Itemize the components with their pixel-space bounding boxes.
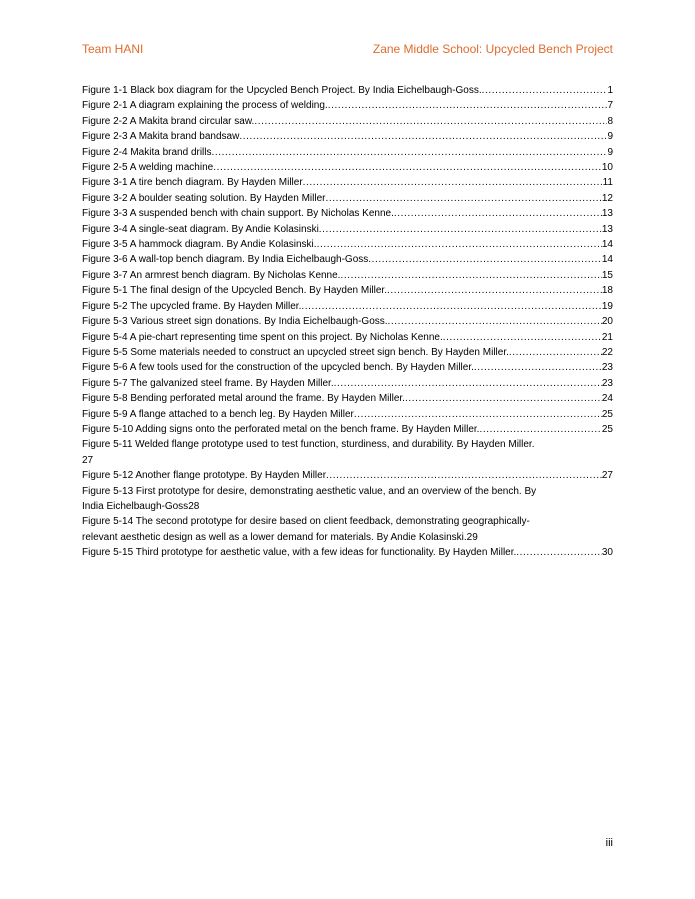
toc-entry[interactable]: [82, 299, 613, 314]
toc-entry-page: 30: [601, 547, 613, 559]
toc-entry-page: 11: [602, 177, 613, 189]
toc-entry[interactable]: [82, 545, 613, 560]
toc-entry-page: 27: [82, 454, 94, 466]
dot-leader: [354, 407, 602, 422]
toc-entry-text: Figure 5-2 The upcycled frame. By Hayden Miller.: [82, 300, 302, 312]
toc-entry-text: Figure 5-5 Some materials needed to construct an upcycled street sign bench. By Hayden Miller.: [82, 346, 509, 358]
toc-entry[interactable]: [82, 160, 613, 175]
toc-entry-page: 28: [188, 500, 200, 512]
toc-entry-text: Figure 5-12 Another flange prototype. By Hayden Miller: [82, 470, 327, 482]
dot-leader: [239, 129, 607, 144]
toc-entry-text-continued: relevant aesthetic design as well as a lower demand for materials. By Andie Kolasinski.: [82, 531, 467, 543]
toc-entry-text: Figure 5-9 A flange attached to a bench leg. By Hayden Miller: [82, 408, 354, 420]
toc-entry-text: Figure 3-7 An armrest bench diagram. By Nicholas Kenne.: [82, 269, 341, 281]
dot-leader: [474, 360, 602, 375]
toc-entry-page: 8: [607, 115, 613, 127]
toc-entry[interactable]: [82, 222, 613, 237]
toc-entry-text: Figure 2-5 A welding machine: [82, 162, 214, 174]
toc-entry-text: Figure 5-14 The second prototype for desire based on client feedback, demonstrating geographically-: [82, 516, 530, 528]
dot-leader: [319, 222, 602, 237]
toc-entry-text: Figure 2-1 A diagram explaining the process of welding.: [82, 100, 328, 112]
toc-entry-text: Figure 5-11 Welded flange prototype used to test function, sturdiness, and durability. By Hayden Miller.: [82, 439, 535, 451]
toc-entry-page: 23: [601, 362, 613, 374]
toc-entry[interactable]: [82, 468, 613, 483]
toc-entry[interactable]: [82, 83, 613, 98]
toc-entry-page: 22: [601, 346, 613, 358]
toc-entry[interactable]: [82, 422, 613, 437]
toc-entry[interactable]: [82, 345, 613, 360]
toc-entry[interactable]: [82, 191, 613, 206]
toc-entry-text: Figure 5-3 Various street sign donations. By India Eichelbaugh-Goss.: [82, 316, 388, 328]
toc-entry[interactable]: [82, 437, 613, 468]
toc-entry[interactable]: [82, 237, 613, 252]
toc-entry-page: 19: [601, 300, 613, 312]
dot-leader: [368, 252, 602, 267]
dot-leader: [303, 175, 603, 190]
toc-entry-page: 15: [601, 269, 613, 281]
toc-entry-text: Figure 3-5 A hammock diagram. By Andie Kolasinski.: [82, 239, 317, 251]
toc-entry[interactable]: [82, 145, 613, 160]
toc-entry[interactable]: [82, 129, 613, 144]
toc-entry-page: 27: [601, 470, 613, 482]
dot-leader: [388, 314, 602, 329]
dot-leader: [387, 283, 602, 298]
toc-entry[interactable]: [82, 514, 613, 545]
dot-leader: [516, 545, 602, 560]
toc-entry[interactable]: [82, 330, 613, 345]
dot-leader: [479, 422, 601, 437]
toc-entry-page: 25: [601, 423, 613, 435]
dot-leader: [213, 160, 602, 175]
dot-leader: [317, 237, 602, 252]
toc-entry-page: 9: [607, 146, 613, 158]
dot-leader: [482, 83, 608, 98]
toc-entry-page: 29: [466, 531, 478, 543]
toc-entry-page: 14: [601, 254, 613, 266]
toc-entry-text: Figure 5-6 A few tools used for the construction of the upcycled bench. By Hayden Miller.: [82, 362, 474, 374]
toc-entry-text: Figure 3-3 A suspended bench with chain support. By Nicholas Kenne.: [82, 208, 394, 220]
dot-leader: [334, 376, 602, 391]
toc-entry-text: Figure 2-4 Makita brand drills: [82, 146, 212, 158]
toc-entry-text: Figure 3-6 A wall-top bench diagram. By India Eichelbaugh-Goss: [82, 254, 369, 266]
toc-entry-text: Figure 1-1 Black box diagram for the Upcycled Bench Project. By India Eichelbaugh-Goss.: [82, 85, 482, 96]
toc-entry-text: Figure 3-4 A single-seat diagram. By Andie Kolasinski: [82, 223, 319, 235]
table-of-figures: [82, 83, 613, 561]
toc-entry[interactable]: [82, 391, 613, 406]
toc-entry[interactable]: [82, 114, 613, 129]
toc-entry-page: 13: [601, 223, 613, 235]
toc-entry-text: Figure 5-13 First prototype for desire, demonstrating aesthetic value, and an overview of the bench. By: [82, 485, 537, 497]
toc-entry-page: 12: [601, 192, 613, 204]
toc-entry-page: 23: [601, 377, 613, 389]
toc-entry-page: 18: [601, 285, 613, 297]
toc-entry-text: Figure 5-7 The galvanized steel frame. By Hayden Miller.: [82, 377, 334, 389]
toc-entry[interactable]: [82, 268, 613, 283]
toc-entry-text: Figure 2-3 A Makita brand bandsaw: [82, 131, 240, 143]
toc-entry-page: 9: [607, 131, 613, 143]
toc-entry[interactable]: [82, 206, 613, 221]
dot-leader: [254, 114, 607, 129]
toc-entry-page: 14: [601, 239, 613, 251]
toc-entry-text: Figure 5-4 A pie-chart representing time spent on this project. By Nicholas Kenne.: [82, 331, 443, 343]
toc-entry-text: Figure 5-8 Bending perforated metal around the frame. By Hayden Miller.: [82, 393, 405, 405]
toc-entry[interactable]: [82, 98, 613, 113]
dot-leader: [325, 191, 601, 206]
toc-entry-page: 21: [601, 331, 613, 343]
toc-entry-page: 10: [601, 162, 613, 174]
toc-entry[interactable]: [82, 314, 613, 329]
toc-entry-page: 1: [607, 85, 613, 96]
toc-entry-text: Figure 5-15 Third prototype for aesthetic value, with a few ideas for functionality. By Hayden Miller.: [82, 547, 517, 559]
dot-leader: [326, 468, 602, 483]
toc-entry-text: Figure 3-1 A tire bench diagram. By Hayden Miller: [82, 177, 303, 189]
toc-entry-text-continued: India Eichelbaugh-Goss: [82, 500, 189, 512]
dot-leader: [394, 206, 602, 221]
dot-leader: [301, 299, 602, 314]
toc-entry-page: 24: [601, 393, 613, 405]
toc-entry[interactable]: [82, 252, 613, 267]
toc-entry-text: Figure 2-2 A Makita brand circular saw.: [82, 115, 255, 127]
toc-entry-text: Figure 5-1 The final design of the Upcycled Bench. By Hayden Miller.: [82, 285, 387, 297]
toc-entry[interactable]: [82, 484, 613, 515]
toc-entry-page: 20: [601, 316, 613, 328]
toc-entry[interactable]: [82, 360, 613, 375]
header-project-title: Zane Middle School: Upcycled Bench Project: [372, 42, 613, 56]
page-number: iii: [605, 837, 613, 849]
dot-leader: [340, 268, 601, 283]
toc-entry[interactable]: [82, 175, 613, 190]
dot-leader: [405, 391, 602, 406]
dot-leader: [328, 98, 608, 113]
toc-entry-text: Figure 5-10 Adding signs onto the perforated metal on the bench frame. By Hayden Miller.: [82, 423, 480, 435]
page-header: [82, 42, 613, 60]
header-team-name: Team HANI: [82, 42, 144, 56]
dot-leader: [443, 330, 602, 345]
toc-entry-page: 13: [601, 208, 613, 220]
toc-entry-text: Figure 3-2 A boulder seating solution. By Hayden Miller: [82, 192, 326, 204]
toc-entry-page: 7: [607, 100, 613, 112]
dot-leader: [509, 345, 602, 360]
toc-entry[interactable]: [82, 407, 613, 422]
dot-leader: [212, 145, 608, 160]
toc-entry[interactable]: [82, 283, 613, 298]
toc-entry-page: 25: [601, 408, 613, 420]
toc-entry[interactable]: [82, 376, 613, 391]
